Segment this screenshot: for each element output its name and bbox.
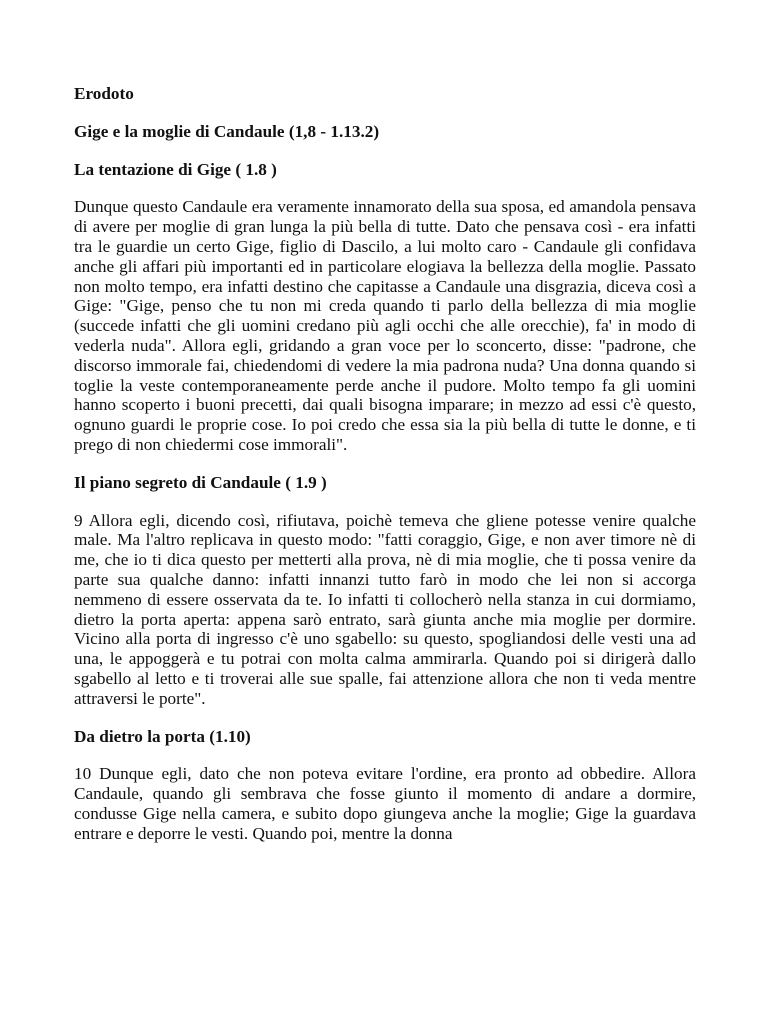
document-title: Gige e la moglie di Candaule (1,8 - 1.13.2) xyxy=(74,121,380,141)
section-paragraph-tentazione: Dunque questo Candaule era veramente innamorato della sua sposa, ed amandola pensava di avere per moglie di gran lunga la più bella di tutte. Dato che pensava così - era infatti tra le guardie un certo Gige, figlio di Dascilo, a lui molto caro - Candaule gli confidava anche gli affari più importanti ed in particolare elogiava la bellezza della moglie. Passato non molto tempo, era infatti destino che capitasse a Candaule una disgrazia, diceva così a Gige: "Gige, penso che tu non mi creda quando ti parlo della bellezza di mia moglie (succede infatti che gli uomini credano più agli occhi che alle orecchie), fa' in modo di vederla nuda". Allora egli, gridando a gran voce per lo sconcerto, disse: "padrone, che discorso immorale fai, chiedendomi di vedere la mia padrona nuda? Una donna quando si toglie la veste contemporaneamente perde anche il pudore. Molto tempo fa gli uomini hanno scoperto i buoni precetti, dai quali bisogna imparare; in mezzo ad essi c'è questo, ognuno guardi le proprie cose. Io poi credo che essa sia la più bella di tutte le donne, e ti prego di non chiedermi cose immorali". xyxy=(74,197,696,454)
section-heading-piano-segreto: Il piano segreto di Candaule ( 1.9 ) xyxy=(74,472,327,492)
section-heading-tentazione: La tentazione di Gige ( 1.8 ) xyxy=(74,159,277,179)
section-paragraph-piano-segreto: 9 Allora egli, dicendo così, rifiutava, poichè temeva che gliene potesse venire qualche male. Ma l'altro replicava in questo modo: "fatti coraggio, Gige, e non aver timore nè di me, che io ti dica questo per metterti alla prova, nè di mia moglie, che ti possa venire da parte sua qualche danno: infatti innanzi tutto farò in modo che lei non si accorga nemmeno di essere osservata da te. Io infatti ti collocherò nella stanza in cui dormiamo, dietro la porta aperta: appena sarò entrato, sarà giunta anche mia moglie per dormire. Vicino alla porta di ingresso c'è uno sgabello: su questo, spogliandosi delle vesti una ad una, le appoggerà e tu potrai con molta calma ammirarla. Quando poi si dirigerà dallo sgabello al letto e ti troverai alle sue spalle, fai attenzione allora che non ti veda mentre attraversi le porte". xyxy=(74,510,696,708)
author-heading: Erodoto xyxy=(74,84,134,103)
section-heading-dietro-porta: Da dietro la porta (1.10) xyxy=(74,726,251,746)
document-page xyxy=(74,84,696,862)
section-paragraph-dietro-porta: 10 Dunque egli, dato che non poteva evitare l'ordine, era pronto ad obbedire. Allora Candaule, quando gli sembrava che fosse giunto il momento di andare a dormire, condusse Gige nella camera, e subito dopo giungeva anche la moglie; Gige la guardava entrare e deporre le vesti. Quando poi, mentre la donna xyxy=(74,764,696,843)
